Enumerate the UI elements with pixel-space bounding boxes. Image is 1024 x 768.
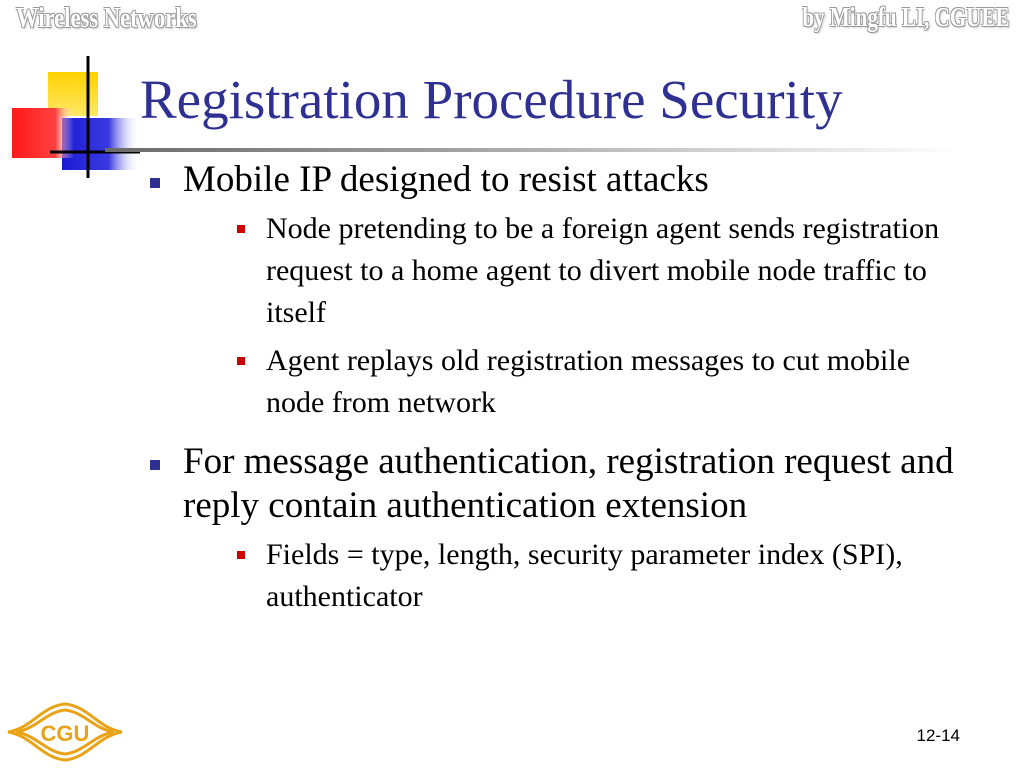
bullet-text: Node pretending to be a foreign agent sends registration request to a home agent to divert mobile node traffic to itself xyxy=(266,212,940,329)
decorative-squares-icon xyxy=(0,50,140,190)
square-bullet-icon xyxy=(237,551,245,559)
bullet-level2 xyxy=(183,340,975,424)
bullet-level2 xyxy=(183,208,975,334)
header-course-title: Wireless Networks xyxy=(16,2,197,34)
bullet-text: Mobile IP designed to resist attacks xyxy=(183,159,709,200)
bullet-text: For message authentication, registration request and reply contain authentication extension xyxy=(183,441,954,526)
bullet-text: Fields = type, length, security parameter index (SPI), authenticator xyxy=(266,538,903,613)
square-bullet-icon xyxy=(237,225,245,233)
bullet-level1 xyxy=(145,158,975,424)
title-underline xyxy=(105,148,960,152)
square-bullet-icon xyxy=(150,460,160,470)
header-author: by Mingfu LI, CGUEE xyxy=(802,2,1010,32)
university-logo-icon xyxy=(2,688,128,766)
page-number: 12-14 xyxy=(916,726,960,745)
bullet-level1 xyxy=(145,440,975,618)
logo-text: CGU xyxy=(40,721,90,746)
bullet-level2 xyxy=(183,534,975,618)
slide-body xyxy=(145,158,975,624)
square-bullet-icon xyxy=(150,178,160,188)
slide-title: Registration Procedure Security xyxy=(140,69,843,130)
square-bullet-icon xyxy=(237,357,245,365)
bullet-text: Agent replays old registration messages to cut mobile node from network xyxy=(266,344,911,419)
